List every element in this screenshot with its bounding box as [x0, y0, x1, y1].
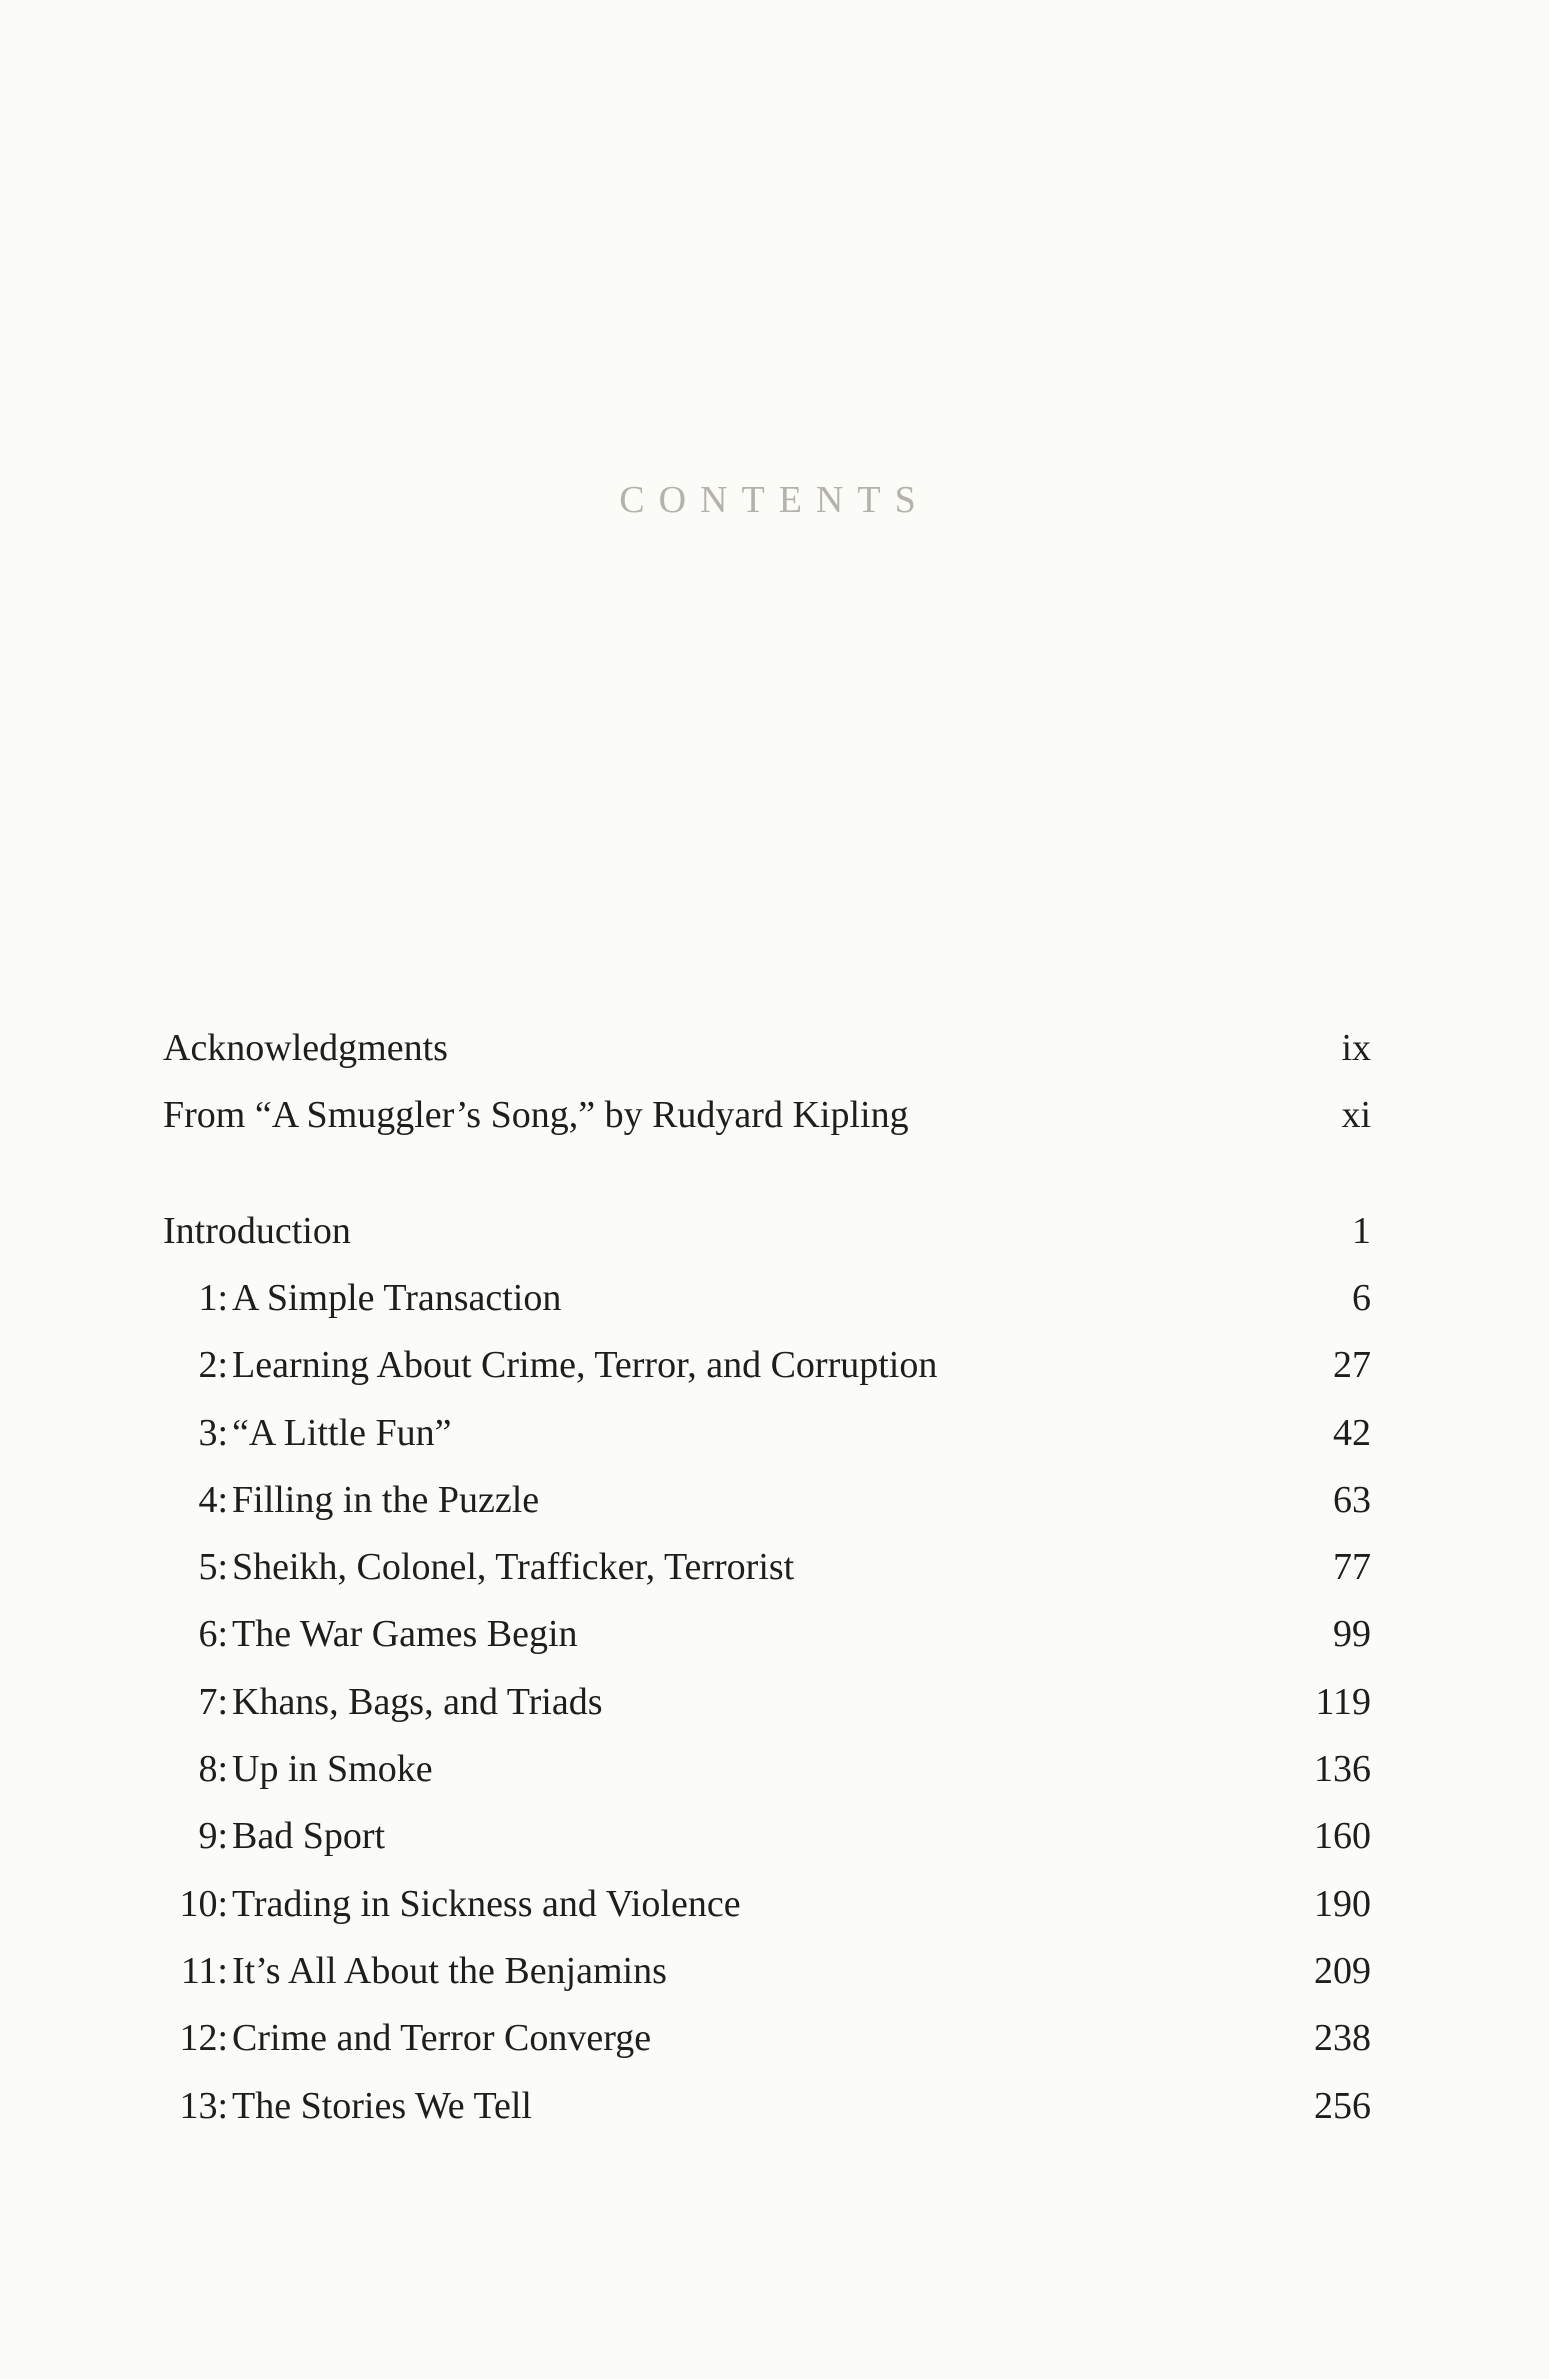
toc-entry-page: 1 [1352, 1209, 1371, 1252]
front-matter-list [163, 1014, 1371, 1149]
toc-entry-chapter [163, 1937, 1371, 2004]
toc-entry-page: 63 [1333, 1478, 1371, 1521]
chapter-number: 4: [198, 1478, 228, 1521]
chapter-number: 10: [179, 1882, 228, 1925]
toc-entry-chapter [163, 1870, 1371, 1937]
toc-entry-page: 119 [1315, 1680, 1371, 1723]
chapter-number: 5: [198, 1546, 228, 1589]
toc-entry-page: 77 [1333, 1546, 1371, 1589]
toc-entry-page: 99 [1333, 1613, 1371, 1656]
toc-entry-acknowledgments [163, 1014, 1371, 1081]
toc-entry-chapter [163, 1264, 1371, 1331]
toc-entry-chapter [163, 1601, 1371, 1668]
toc-entry-page: xi [1341, 1093, 1371, 1136]
toc-entry-page: 6 [1352, 1276, 1371, 1319]
toc-entry-label: From “A Smuggler’s Song,” by Rudyard Kipling [163, 1093, 909, 1136]
toc-entry-page: 256 [1314, 2084, 1371, 2127]
chapter-number: 2: [198, 1344, 228, 1387]
toc-entry-chapter [163, 2072, 1371, 2139]
toc-entry-label: Learning About Crime, Terror, and Corruption [232, 1344, 938, 1387]
toc-entry-page: 238 [1314, 2017, 1371, 2060]
toc-entry-label: The Stories We Tell [232, 2084, 532, 2127]
toc-entry-chapter [163, 1533, 1371, 1600]
toc-entry-chapter [163, 1332, 1371, 1399]
toc-entry-chapter [163, 1466, 1371, 1533]
page-title: CONTENTS [619, 479, 930, 521]
toc-entry-chapter [163, 1399, 1371, 1466]
toc-entry-page: 136 [1314, 1748, 1371, 1791]
toc-entry-chapter [163, 1735, 1371, 1802]
chapter-list [163, 1197, 1371, 2139]
toc-entry-label: Up in Smoke [232, 1748, 433, 1791]
chapter-number: 9: [198, 1815, 228, 1858]
toc-entry-label: Khans, Bags, and Triads [232, 1680, 603, 1723]
toc-entry-page: 160 [1314, 1815, 1371, 1858]
chapter-number: 7: [198, 1680, 228, 1723]
chapter-number: 6: [198, 1613, 228, 1656]
chapter-number: 1: [198, 1276, 228, 1319]
toc-entry-poem [163, 1081, 1371, 1148]
toc-entry-page: 190 [1314, 1882, 1371, 1925]
toc-entry-label: Bad Sport [232, 1815, 386, 1858]
toc-entry-label: Filling in the Puzzle [232, 1478, 540, 1521]
chapter-number: 11: [180, 1949, 228, 1992]
toc-entry-page: 27 [1333, 1344, 1371, 1387]
toc-entry-label: Introduction [163, 1209, 351, 1252]
toc-entry-chapter [163, 2005, 1371, 2072]
toc-entry-chapter [163, 1668, 1371, 1735]
toc-entry-page: 209 [1314, 1949, 1371, 1992]
toc-entry-label: “A Little Fun” [232, 1411, 452, 1454]
chapter-number: 8: [198, 1748, 228, 1791]
toc-entry-label: It’s All About the Benjamins [232, 1949, 667, 1992]
toc-entry-chapter [163, 1803, 1371, 1870]
toc-entry-label: The War Games Begin [232, 1613, 578, 1656]
toc-entry-label: Sheikh, Colonel, Trafficker, Terrorist [232, 1546, 795, 1589]
toc-entry-introduction [163, 1197, 1371, 1264]
chapter-number: 12: [179, 2017, 228, 2060]
chapter-number: 13: [179, 2084, 228, 2127]
toc-entry-page: ix [1341, 1026, 1371, 1069]
toc-entry-page: 42 [1333, 1411, 1371, 1454]
chapter-number: 3: [198, 1411, 228, 1454]
toc-entry-label: Crime and Terror Converge [232, 2017, 652, 2060]
toc-entry-label: Trading in Sickness and Violence [232, 1882, 741, 1925]
toc-entry-label: A Simple Transaction [232, 1276, 562, 1319]
toc-entry-label: Acknowledgments [163, 1026, 448, 1069]
